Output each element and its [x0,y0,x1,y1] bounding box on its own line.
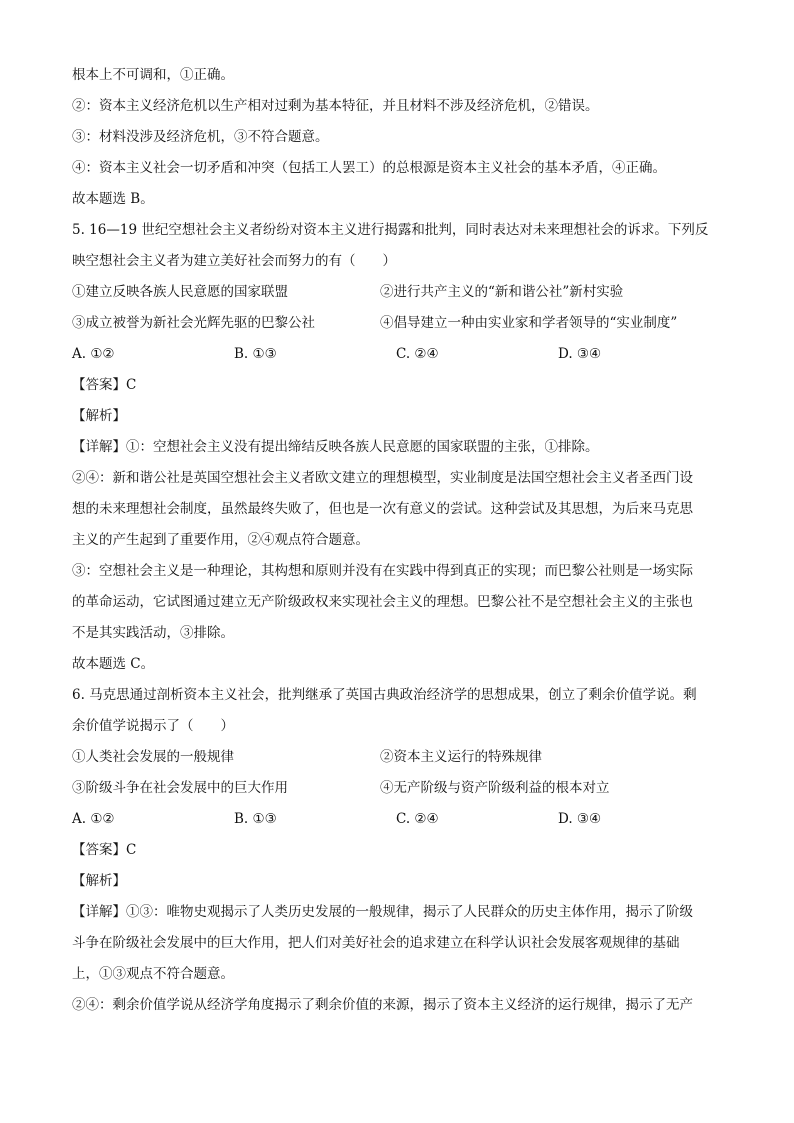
detail-line: ②④：剩余价值学说从经济学角度揭示了剩余价值的来源，揭示了资本主义经济的运行规律，揭示了无产 [72,997,693,1013]
detail-line: ③：空想社会主义是一种理论，其构想和原则并没有在实践中得到真正的实现；而巴黎公社则是一场实际 [72,563,693,579]
question-stem: 映空想社会主义者为建立美好社会而努力的有（ ） [72,253,396,269]
text-line: 故本题选 B。 [72,191,154,207]
conclusion-line: 故本题选 C。 [72,656,155,672]
question-5 [72,215,722,680]
choice-a: A. ①② [72,811,115,827]
option-2: ②资本主义运行的特殊规律 [380,749,542,765]
option-2: ②进行共产主义的“新和谐公社”新村实验 [380,284,624,300]
document-page [72,60,722,1021]
detail-line: 主义的产生起到了重要作用，②④观点符合题意。 [72,532,369,548]
detail-line: 想的未来理想社会制度，虽然最终失败了，但也是一次有意义的尝试。这种尝试及其思想，为后来马克思 [72,501,693,517]
choice-c: C. ②④ [396,811,439,827]
choice-c: C. ②④ [396,346,439,362]
options-row [72,277,722,308]
choice-a: A. ①② [72,346,115,362]
option-4: ④倡导建立一种由实业家和学者领导的“实业制度” [380,315,678,331]
option-1: ①建立反映各族人民意愿的国家联盟 [72,284,288,300]
analysis-label: 【解析】 [72,873,126,889]
answer-label: 【答案】C [72,377,137,393]
detail-line: 【详解】①：空想社会主义没有提出缔结反映各族人民意愿的国家联盟的主张，①排除。 [72,439,599,455]
options-row [72,742,722,773]
option-4: ④无产阶级与资产阶级利益的根本对立 [380,780,610,796]
option-3: ③阶级斗争在社会发展中的巨大作用 [72,780,288,796]
detail-line: ②④：新和谐公社是英国空想社会主义者欧文建立的理想模型，实业制度是法国空想社会主义者圣西门设 [72,470,693,486]
choice-d: D. ③④ [558,346,602,362]
question-stem: 5. 16—19 世纪空想社会主义者纷纷对资本主义进行揭露和批判，同时表达对未来理想社会的诉求。下列反 [72,222,709,238]
choice-b: B. ①③ [234,346,277,362]
question-6 [72,680,722,1021]
options-row [72,773,722,804]
choices-row [72,804,722,835]
text-line: ②：资本主义经济危机以生产相对过剩为基本特征，并且材料不涉及经济危机，②错误。 [72,98,599,114]
question-stem: 余价值学说揭示了（ ） [72,718,234,734]
question-stem: 6. 马克思通过剖析资本主义社会，批判继承了英国古典政治经济学的思想成果，创立了剩余价值学说。剩 [72,687,697,703]
detail-line: 上，①③观点不符合题意。 [72,966,234,982]
option-3: ③成立被誉为新社会光辉先驱的巴黎公社 [72,315,315,331]
detail-line: 斗争在阶级社会发展中的巨大作用，把人们对美好社会的追求建立在科学认识社会发展客观规律的基础 [72,935,680,951]
options-row [72,308,722,339]
option-1: ①人类社会发展的一般规律 [72,749,234,765]
detail-line: 【详解】①③：唯物史观揭示了人类历史发展的一般规律，揭示了人民群众的历史主体作用，揭示了阶级 [72,904,693,920]
choices-row [72,339,722,370]
choice-d: D. ③④ [558,811,602,827]
text-line: ③：材料没涉及经济危机，③不符合题意。 [72,129,329,145]
analysis-label: 【解析】 [72,408,126,424]
choice-b: B. ①③ [234,811,277,827]
detail-line: 不是其实践活动，③排除。 [72,625,234,641]
answer-label: 【答案】C [72,842,137,858]
detail-line: 的革命运动，它试图通过建立无产阶级政权来实现社会主义的理想。巴黎公社不是空想社会主义的主张也 [72,594,693,610]
text-line: ④：资本主义社会一切矛盾和冲突（包括工人罢工）的总根源是资本主义社会的基本矛盾，④正确。 [72,160,666,176]
text-line: 根本上不可调和，①正确。 [72,67,234,83]
